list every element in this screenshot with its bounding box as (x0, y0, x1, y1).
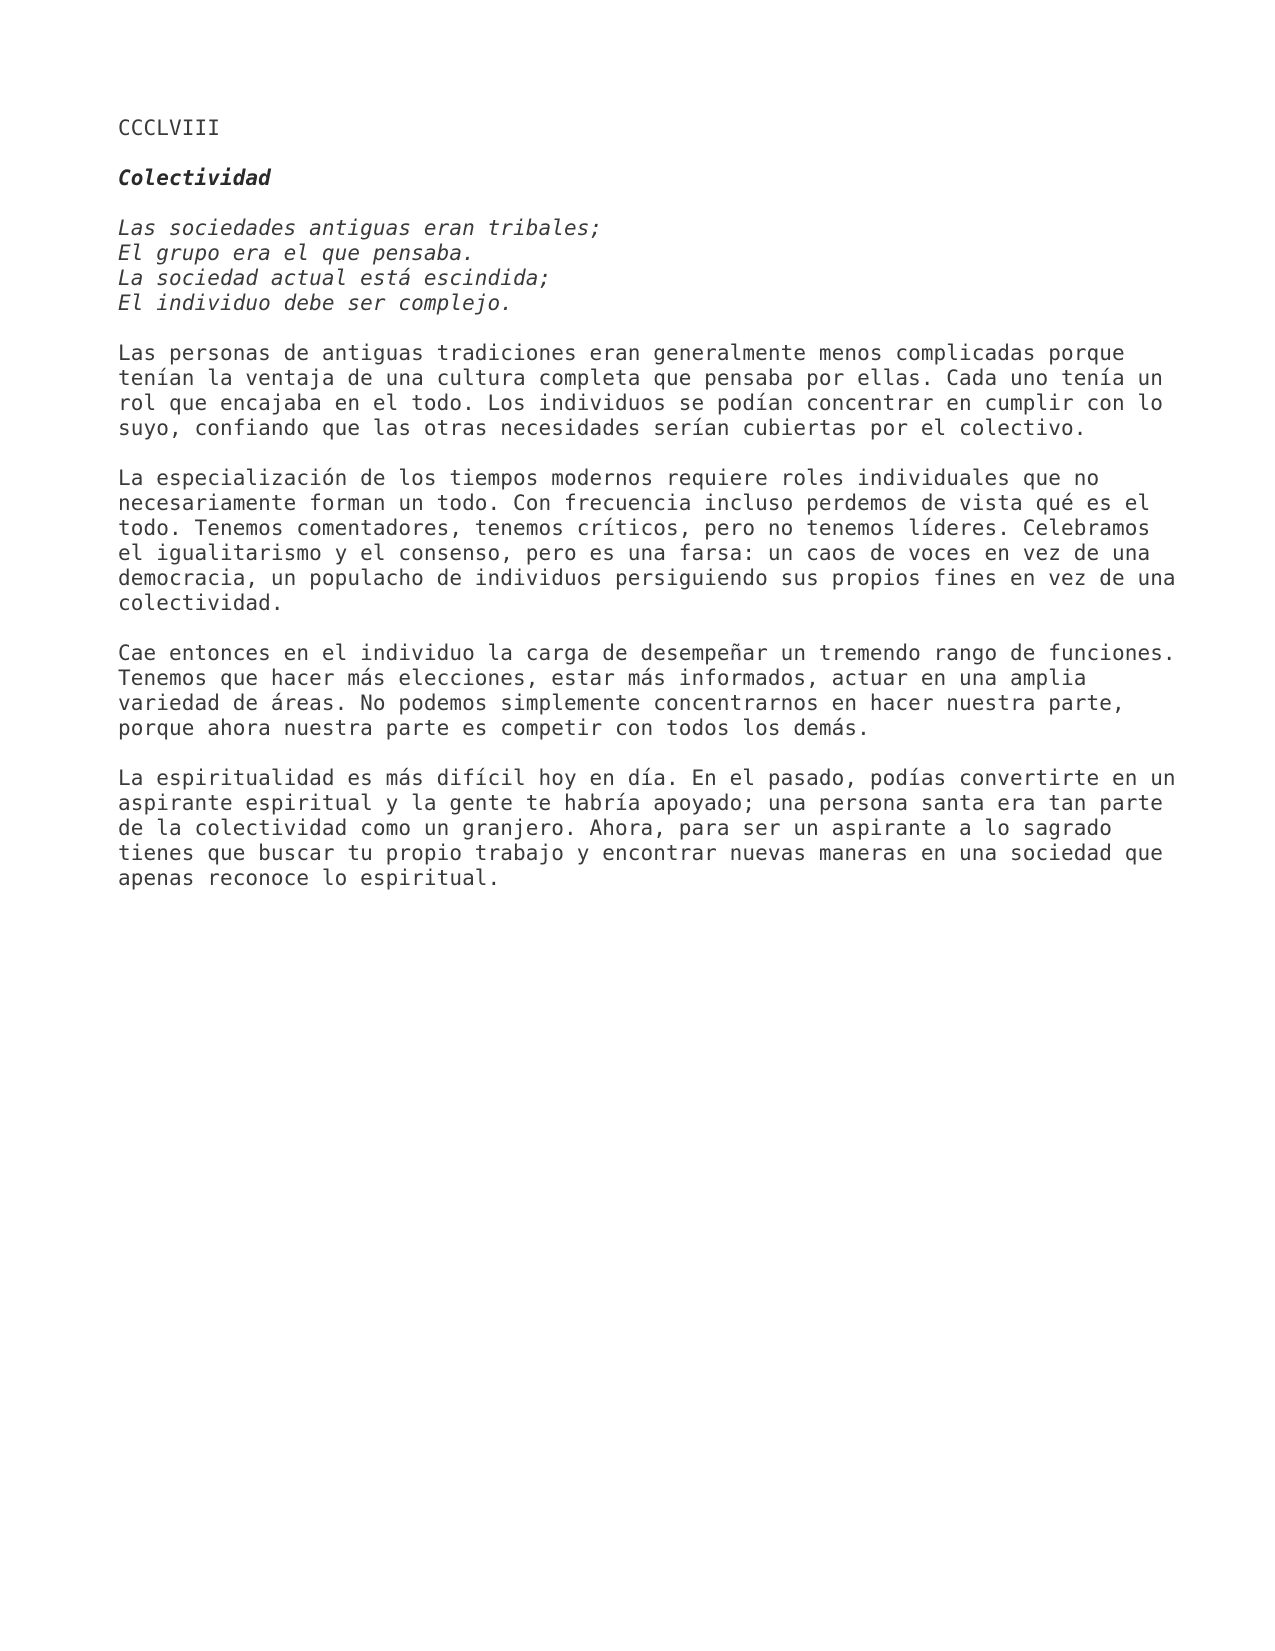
paragraph-line: Las personas de antiguas tradiciones eran generalmente menos complicadas porque (118, 341, 1125, 365)
paragraph-1 (118, 341, 1163, 441)
verse-line: La sociedad actual está escindida; (118, 266, 552, 290)
paragraph-line: variedad de áreas. No podemos simplemente concentrarnos en hacer nuestra parte, (118, 691, 1125, 715)
paragraph-line: colectividad. (118, 591, 284, 615)
paragraph-line: La espiritualidad es más difícil hoy en día. En el pasado, podías convertirte en un (118, 766, 1176, 790)
paragraph-line: todo. Tenemos comentadores, tenemos críticos, pero no tenemos líderes. Celebramos (118, 516, 1151, 540)
verse-line: El grupo era el que pensaba. (118, 241, 475, 265)
paragraph-line: porque ahora nuestra parte es competir con todos los demás. (118, 716, 870, 740)
paragraph-line: el igualitarismo y el consenso, pero es una farsa: un caos de voces en vez de una (118, 541, 1151, 565)
verse-line: El individuo debe ser complejo. (118, 291, 514, 315)
chapter-title: Colectividad (118, 166, 271, 190)
paragraph-2 (118, 466, 1176, 616)
chapter-numeral: CCCLVIII (118, 116, 220, 140)
paragraph-line: La especialización de los tiempos modernos requiere roles individuales que no (118, 466, 1100, 490)
document-page (118, 116, 1176, 916)
paragraph-line: tienes que buscar tu propio trabajo y encontrar nuevas maneras en una sociedad que (118, 841, 1163, 865)
paragraph-line: necesariamente forman un todo. Con frecuencia incluso perdemos de vista qué es el (118, 491, 1151, 515)
paragraph-3 (118, 641, 1176, 741)
paragraph-line: suyo, confiando que las otras necesidades serían cubiertas por el colectivo. (118, 416, 1087, 440)
paragraph-line: rol que encajaba en el todo. Los individuos se podían concentrar en cumplir con lo (118, 391, 1163, 415)
paragraph-line: de la colectividad como un granjero. Ahora, para ser un aspirante a lo sagrado (118, 816, 1112, 840)
verse-block (118, 216, 1158, 316)
paragraph-line: tenían la ventaja de una cultura completa que pensaba por ellas. Cada uno tenía un (118, 366, 1163, 390)
paragraph-line: Cae entonces en el individuo la carga de desempeñar un tremendo rango de funciones. (118, 641, 1176, 665)
paragraph-line: Tenemos que hacer más elecciones, estar más informados, actuar en una amplia (118, 666, 1087, 690)
paragraph-line: democracia, un populacho de individuos persiguiendo sus propios fines en vez de una (118, 566, 1176, 590)
verse-line: Las sociedades antiguas eran tribales; (118, 216, 603, 240)
paragraph-line: apenas reconoce lo espiritual. (118, 866, 501, 890)
paragraph-line: aspirante espiritual y la gente te habría apoyado; una persona santa era tan parte (118, 791, 1163, 815)
paragraph-4 (118, 766, 1176, 891)
